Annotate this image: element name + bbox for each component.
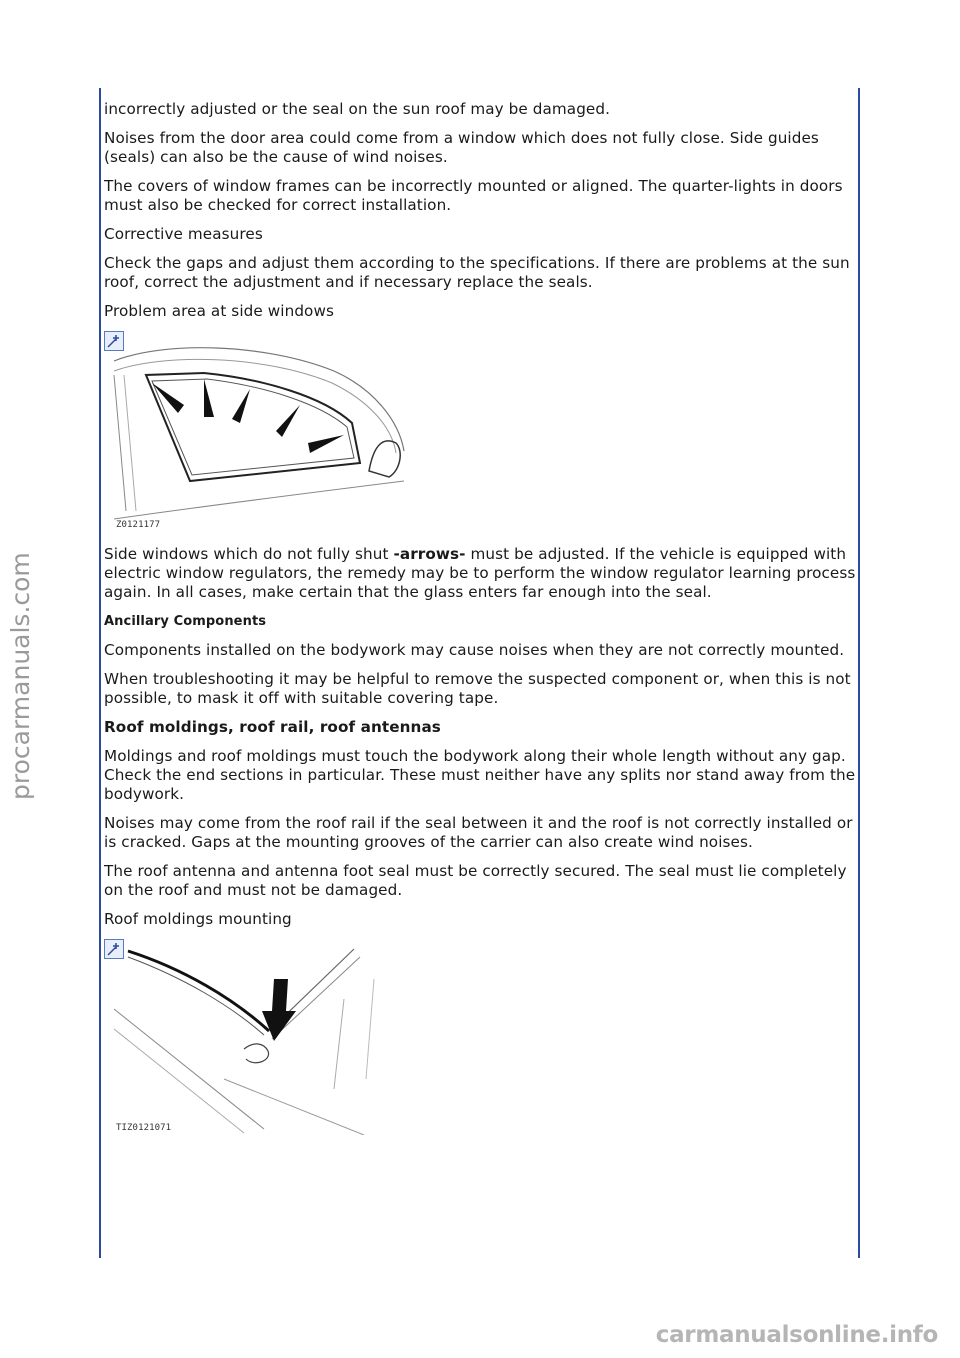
paragraph: Moldings and roof moldings must touch the bodywork along their whole length without any gap. Check the end sections in particular. These must neither have any splits nor stand away from the bodywork. (104, 747, 856, 803)
figure-caption: Z0121177 (116, 520, 161, 530)
document-body (104, 100, 856, 1149)
roof-molding-figure (104, 939, 404, 1135)
roof-molding-illustration (104, 939, 404, 1135)
paragraph: Problem area at side windows (104, 302, 334, 320)
side-watermark: procarmanuals.com (6, 552, 35, 800)
right-frame-line (858, 88, 860, 1258)
left-frame-line (99, 88, 101, 1258)
side-window-figure (104, 331, 424, 531)
paragraph: When troubleshooting it may be helpful to remove the suspected component or, when this is not possible, to mask it off with suitable covering tape. (104, 670, 851, 707)
figure-caption: TIZ0121071 (116, 1123, 172, 1133)
paragraph: Corrective measures (104, 225, 263, 243)
paragraph: The covers of window frames can be incorrectly mounted or aligned. The quarter-lights in doors must also be checked for correct installation. (104, 177, 843, 214)
paragraph (104, 545, 856, 602)
subsection-heading: Roof moldings, roof rail, roof antennas (104, 718, 441, 736)
paragraph-text: must be adjusted. If the vehicle is equipped with electric window regulators, the remedy may be to perform the window regulator learning process again. In all cases, make certain that the glass enters far enough into the seal. (104, 545, 856, 601)
arrows-label: -arrows- (393, 545, 466, 563)
paragraph: Components installed on the bodywork may cause noises when they are not correctly mounted. (104, 641, 845, 659)
side-window-illustration (104, 331, 424, 531)
footer-watermark: carmanualsonline.info (655, 1322, 938, 1348)
paragraph: Roof moldings mounting (104, 910, 292, 928)
paragraph: Noises may come from the roof rail if the seal between it and the roof is not correctly installed or is cracked. Gaps at the mounting grooves of the carrier can also create wind noises. (104, 814, 853, 851)
paragraph: Noises from the door area could come from a window which does not fully close. Side guides (seals) can also be the cause of wind noises. (104, 129, 819, 166)
paragraph: Check the gaps and adjust them according to the specifications. If there are problems at the sun roof, correct the adjustment and if necessary replace the seals. (104, 254, 850, 291)
paragraph-text: Side windows which do not fully shut (104, 545, 394, 563)
paragraph: The roof antenna and antenna foot seal must be correctly secured. The seal must lie completely on the roof and must not be damaged. (104, 862, 847, 899)
paragraph: incorrectly adjusted or the seal on the sun roof may be damaged. (104, 100, 611, 118)
section-heading: Ancillary Components (104, 614, 267, 629)
